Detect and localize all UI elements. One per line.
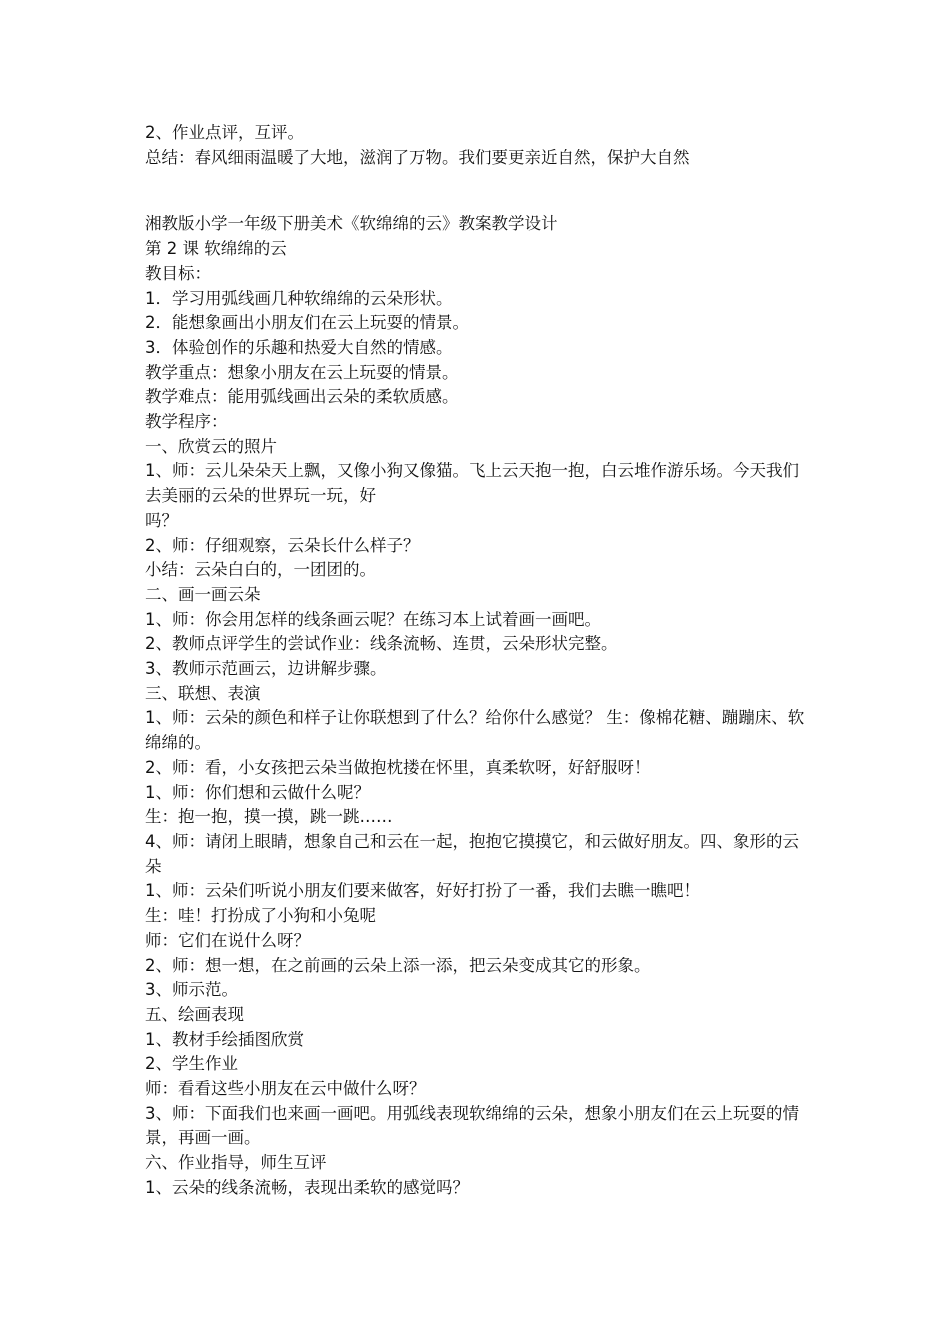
text-line: 生：抱一抱，摸一摸，跳一跳……	[145, 807, 393, 827]
text-line: 2、师：想一想，在之前画的云朵上添一添，把云朵变成其它的形象。	[145, 955, 651, 975]
text-paragraph: 4、师：请闭上眼睛，想象自己和云在一起，抱抱它摸摸它，和云做好朋友。四、象形的云朵	[145, 831, 799, 876]
text-paragraph: 1、师：云朵的颜色和样子让你联想到了什么？给你什么感觉？ 生：像棉花糖、蹦蹦床、软绵绵的。	[145, 708, 805, 753]
text-line: 教学程序：	[145, 412, 228, 432]
text-line: 教目标：	[145, 263, 211, 283]
section-heading: 六、作业指导，师生互评	[145, 1153, 327, 1173]
section-heading: 五、绘画表现	[145, 1004, 244, 1024]
lesson-title: 第 2 课 软绵绵的云	[145, 239, 287, 259]
text-paragraph: 3、师：下面我们也来画一画吧。用弧线表现软绵绵的云朵，想象小朋友们在云上玩耍的情景，再画一画。	[145, 1103, 799, 1148]
section-heading: 一、欣赏云的照片	[145, 436, 277, 456]
text-line: 1、师：你们想和云做什么呢？	[145, 782, 370, 802]
text-line: 2、作业点评，互评。	[145, 123, 304, 142]
text-line: 吗？	[145, 510, 178, 530]
text-line: 1、师：你会用怎样的线条画云呢？在练习本上试着画一画吧。	[145, 609, 601, 629]
document-page	[145, 121, 810, 1201]
text-line: 2．能想象画出小朋友们在云上玩耍的情景。	[145, 313, 469, 333]
text-line: 3、教师示范画云，边讲解步骤。	[145, 659, 387, 679]
text-line: 教学难点：能用弧线画出云朵的柔软质感。	[145, 387, 459, 407]
text-line: 1、师：云朵们听说小朋友们要来做客，好好打扮了一番，我们去瞧一瞧吧！	[145, 881, 700, 901]
text-paragraph: 1、师：云儿朵朵天上飘，又像小狗又像猫。飞上云天抱一抱，白云堆作游乐场。今天我们去美丽的云朵的世界玩一玩，好	[145, 461, 799, 506]
text-line: 1、云朵的线条流畅，表现出柔软的感觉吗？	[145, 1177, 469, 1197]
text-line: 3．体验创作的乐趣和热爱大自然的情感。	[145, 337, 453, 357]
document-title: 湘教版小学一年级下册美术《软绵绵的云》教案教学设计	[145, 214, 558, 234]
section-heading: 二、画一画云朵	[145, 584, 261, 604]
section-heading: 三、联想、表演	[145, 683, 261, 703]
text-line: 1．学习用弧线画几种软绵绵的云朵形状。	[145, 288, 453, 308]
text-line: 3、师示范。	[145, 980, 238, 1000]
text-line: 小结：云朵白白的，一团团的。	[145, 560, 376, 580]
text-line: 教学重点：想象小朋友在云上玩耍的情景。	[145, 362, 459, 382]
section-gap	[145, 170, 810, 212]
text-line: 师：看看这些小朋友在云中做什么呀？	[145, 1079, 426, 1099]
text-line: 生：哇！打扮成了小狗和小兔呢	[145, 906, 376, 926]
text-line: 2、教师点评学生的尝试作业：线条流畅、连贯，云朵形状完整。	[145, 634, 618, 654]
text-line: 2、师：看，小女孩把云朵当做抱枕搂在怀里，真柔软呀，好舒服呀！	[145, 757, 651, 777]
text-line: 师：它们在说什么呀？	[145, 930, 310, 950]
text-line: 1、教材手绘插图欣赏	[145, 1029, 304, 1049]
summary-line: 总结：春风细雨温暖了大地，滋润了万物。我们要更亲近自然，保护大自然	[145, 147, 690, 167]
text-line: 2、师：仔细观察，云朵长什么样子？	[145, 535, 420, 555]
text-line: 2、学生作业	[145, 1054, 238, 1074]
